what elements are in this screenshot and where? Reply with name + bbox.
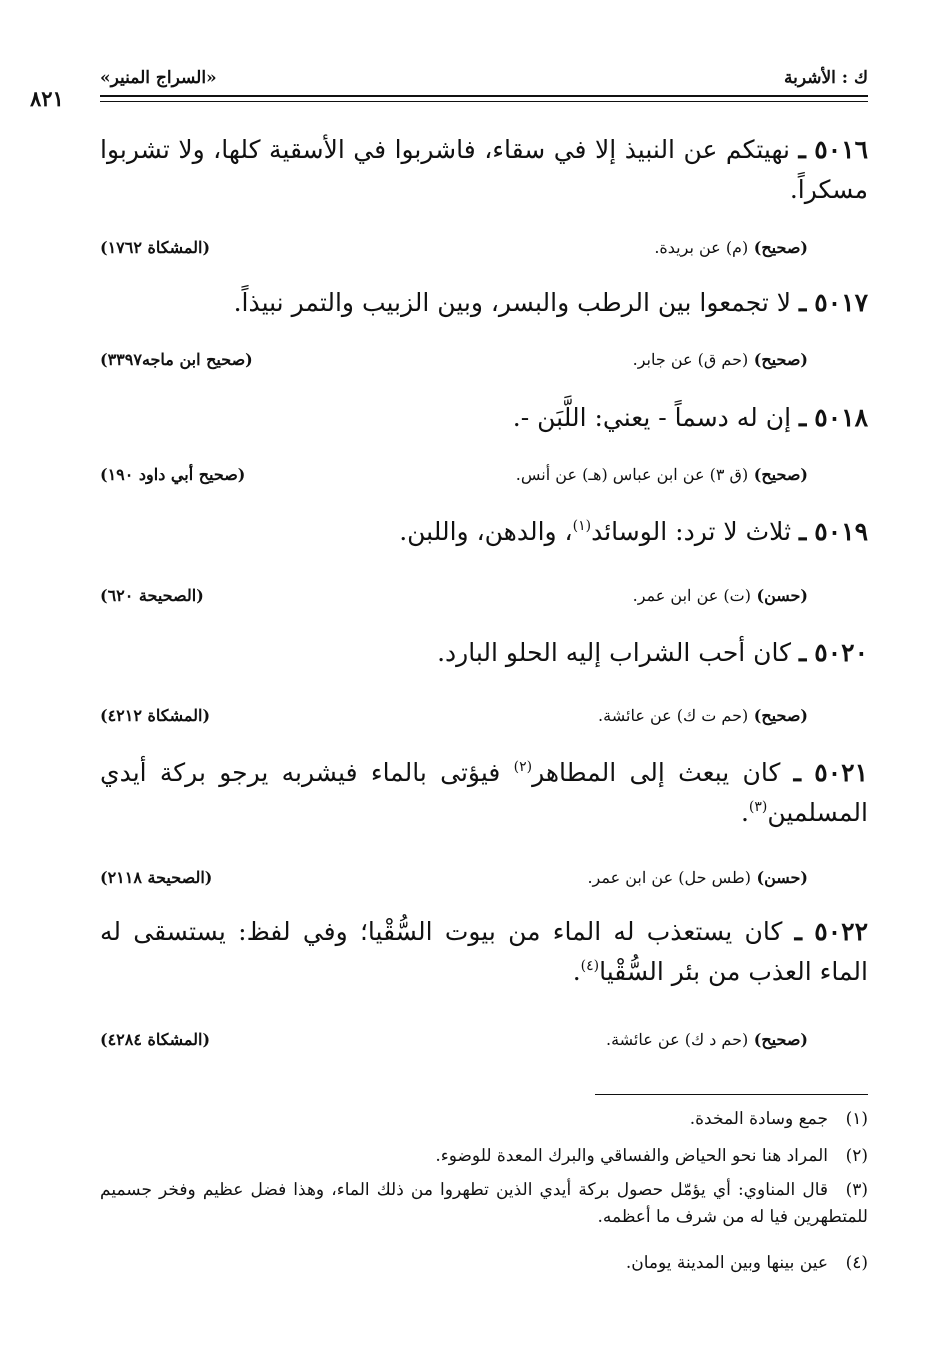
grade [606, 1030, 808, 1049]
hadith-5019 [100, 512, 868, 552]
grade-label: (صحيح) [753, 350, 808, 369]
grade [633, 586, 808, 605]
source: (ق ٣) عن ابن عباس (هـ) عن أنس. [515, 465, 749, 484]
hadith-5018 [100, 398, 868, 438]
grade [587, 868, 808, 887]
hadith-number: ٥٠٢٠ [814, 638, 868, 667]
hadith-text: إن له دسماً - يعني: اللَّبَن -. [512, 403, 792, 432]
hadith-number: ٥٠١٧ [814, 288, 868, 317]
grade-row-5021 [100, 868, 868, 894]
hadith-text: لا تجمعوا بين الرطب والبسر، وبين الزبيب والتمر نبيذاً. [233, 288, 792, 317]
hadith-text: نهيتكم عن النبيذ إلا في سقاء، فاشربوا في الأسقية كلها، ولا تشربوا مسكراً. [100, 135, 868, 204]
hadith-number: ٥٠١٦ [814, 135, 868, 164]
source: (ت) عن ابن عمر. [632, 586, 751, 605]
hadith-text-b: ، والدهن، واللبن. [399, 517, 573, 546]
source: (حم ت ك) عن عائشة. [598, 706, 749, 725]
hadith-number: ٥٠٢٢ [814, 917, 868, 946]
source: (م) عن بريدة. [654, 238, 749, 257]
reference: (صحيح أبي داود ١٩٠) [100, 465, 246, 484]
footnote-marker: (٤) [580, 958, 600, 974]
chapter-title: ك : الأشربة [783, 68, 868, 88]
grade-row-5022 [100, 1030, 868, 1056]
hadith-dash: ـ [799, 517, 807, 546]
header-rule-thin [100, 101, 868, 102]
hadith-text-c: . [740, 798, 749, 827]
hadith-dash: ـ [794, 917, 802, 946]
grade-label: (صحيح) [753, 238, 808, 257]
grade-row-5019 [100, 586, 868, 612]
book-title: «السراج المنير» [100, 68, 217, 88]
hadith-text-a: ثلاث لا ترد: الوسائد [591, 517, 792, 546]
page-number: ٨٢١ [30, 86, 64, 111]
hadith-number: ٥٠١٨ [814, 403, 868, 432]
hadith-number: ٥٠١٩ [814, 517, 868, 546]
footnote-2 [100, 1143, 868, 1170]
hadith-dash: ـ [793, 758, 801, 787]
footnote-marker: (٢) [513, 759, 533, 775]
hadith-dash: ـ [798, 135, 806, 164]
reference: (الصحيحة ٢١١٨) [100, 868, 213, 887]
reference: (صحيح ابن ماجه٣٣٩٧) [100, 350, 253, 369]
hadith-5020 [100, 633, 868, 673]
source: (حم د ك) عن عائشة. [605, 1030, 749, 1049]
footnote-text: قال المناوي: أي يؤمّل حصول بركة أيدي الذين تطهروا من ذلك الماء، وهذا فضل عظيم وفخر جسميم للمتطهرين فيا له من شرف ما أعظمه. [100, 1180, 868, 1227]
reference: (المشكاة ٤٢١٢) [100, 706, 211, 725]
header-rule [100, 95, 868, 97]
footnote-number: (٣) [845, 1180, 868, 1200]
hadith-text-a: كان يبعث إلى المطاهر [532, 758, 781, 787]
grade-row-5018 [100, 465, 868, 491]
grade [516, 465, 808, 484]
source: (طس حل) عن ابن عمر. [587, 868, 751, 887]
footnote-4 [100, 1250, 868, 1277]
reference: (المشكاة ٤٢٨٤) [100, 1030, 211, 1049]
grade [633, 350, 808, 369]
hadith-5021 [100, 753, 868, 833]
footnote-3 [100, 1177, 868, 1231]
footnote-1 [100, 1106, 868, 1133]
footnote-text: عين بينها وبين المدينة يومان. [625, 1253, 828, 1273]
hadith-text-b: فيؤتى بالماء فيشربه يرجو بركة أيدي المسلمين [100, 758, 868, 827]
grade [654, 238, 808, 257]
hadith-text-a: كان يستعذب له الماء من بيوت السُّقْيا؛ وفي لفظ: يستسقى له الماء العذب من بئر السُّقْيا [100, 917, 868, 986]
footnote-number: (٢) [845, 1146, 868, 1166]
grade-row-5016 [100, 238, 868, 264]
source: (حم ق) عن جابر. [632, 350, 749, 369]
footnote-text: جمع وسادة المخدة. [689, 1109, 828, 1129]
hadith-text-b: . [572, 957, 581, 986]
grade-label: (صحيح) [753, 706, 808, 725]
footnote-number: (١) [845, 1109, 868, 1129]
grade-label: (صحيح) [753, 1030, 808, 1049]
footnote-text: المراد هنا نحو الحياض والفساقي والبرك المعدة للوضوء. [435, 1146, 828, 1166]
hadith-dash: ـ [799, 288, 807, 317]
grade-row-5017 [100, 350, 868, 376]
grade-label: (حسن) [756, 586, 808, 605]
hadith-dash: ـ [799, 638, 807, 667]
footnote-rule [595, 1094, 868, 1095]
reference: (المشكاة ١٧٦٢) [100, 238, 211, 257]
hadith-text: كان أحب الشراب إليه الحلو البارد. [437, 638, 792, 667]
reference: (الصحيحة ٦٢٠) [100, 586, 204, 605]
grade-row-5020 [100, 706, 868, 732]
grade-label: (حسن) [756, 868, 808, 887]
hadith-5017 [100, 283, 868, 323]
footnote-marker: (٣) [748, 799, 768, 815]
hadith-dash: ـ [799, 403, 807, 432]
footnote-number: (٤) [845, 1253, 868, 1273]
hadith-5022 [100, 912, 868, 992]
hadith-5016 [100, 130, 868, 210]
hadith-number: ٥٠٢١ [814, 758, 868, 787]
footnote-marker: (١) [572, 518, 592, 534]
grade-label: (صحيح) [753, 465, 808, 484]
grade [598, 706, 808, 725]
